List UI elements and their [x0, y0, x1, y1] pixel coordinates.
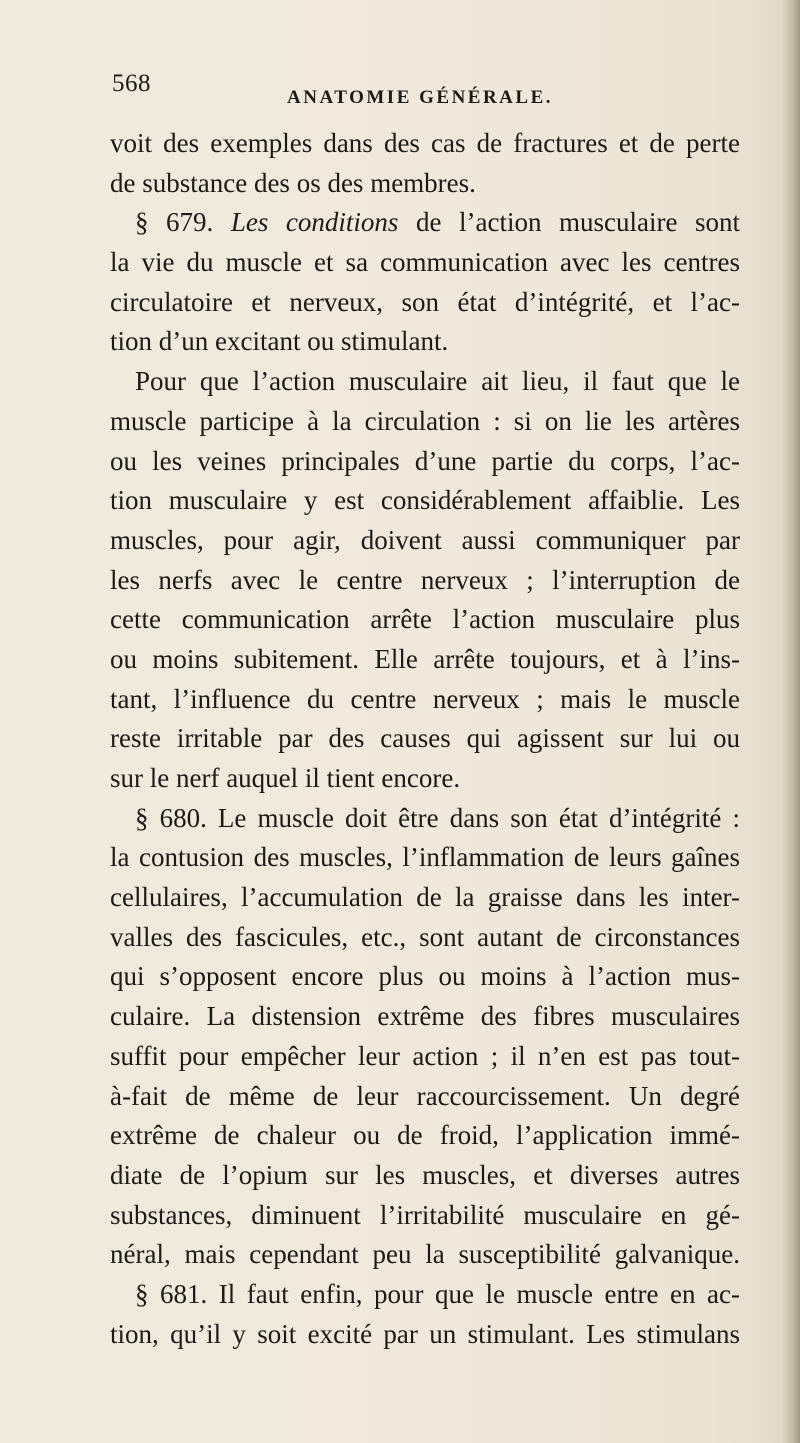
text-line: tant, l’influence du centre nerveux ; mais le muscle	[110, 683, 740, 714]
text-line: § 680. Le muscle doit être dans son état d’intégrité :	[135, 802, 740, 833]
page-number: 568	[112, 70, 151, 97]
text-line: tion d’un excitant ou stimulant.	[110, 326, 449, 357]
text-line: voit des exemples dans des cas de fractures et de perte	[110, 128, 740, 158]
text-line: culaire. La distension extrême des fibres musculaires	[110, 1001, 740, 1032]
text-line: § 681. Il faut enfin, pour que le muscle entre en ac-	[135, 1278, 740, 1309]
section-heading: Les conditions	[230, 207, 399, 238]
text-line: néral, mais cependant peu la susceptibilité galvanique.	[110, 1239, 740, 1270]
text-line: ou les veines principales d’une partie du corps, l’ac-	[110, 445, 740, 476]
text-line: tion musculaire y est considérablement affaiblie. Les	[110, 485, 740, 516]
text-fragment: de l’action musculaire sont	[415, 207, 740, 238]
page-edge-shadow	[782, 0, 800, 1443]
text-line: tion, qu’il y soit excité par un stimulant. Les stimulans	[110, 1318, 740, 1349]
text-line: sur le nerf auquel il tient encore.	[110, 763, 461, 793]
text-line: la contusion des muscles, l’inflammation de leurs gaînes	[110, 842, 740, 873]
text-line: de substance des os des membres.	[110, 167, 476, 198]
text-line: Pour que l’action musculaire ait lieu, il faut que le	[135, 366, 740, 397]
page-header	[0, 70, 800, 110]
text-line: muscle participe à la circulation : si on lie les artères	[110, 405, 740, 436]
text-line: substances, diminuent l’irritabilité musculaire en gé-	[110, 1199, 740, 1230]
text-line: diate de l’opium sur les muscles, et diverses autres	[110, 1159, 740, 1190]
text-line: les nerfs avec le centre nerveux ; l’interruption de	[110, 564, 740, 595]
text-line: ou moins subitement. Elle arrête toujours, et à l’ins-	[110, 643, 740, 674]
text-line: valles des fascicules, etc., sont autant de circonstances	[110, 921, 740, 952]
text-line: muscles, pour agir, doivent aussi communiquer par	[110, 524, 740, 555]
section-number: § 679.	[135, 207, 214, 238]
text-line: circulatoire et nerveux, son état d’intégrité, et l’ac-	[110, 286, 740, 317]
text-line: reste irritable par des causes qui agissent sur lui ou	[110, 723, 740, 754]
text-line: à-fait de même de leur raccourcissement. Un degré	[110, 1080, 740, 1111]
text-line: la vie du muscle et sa communication avec les centres	[110, 247, 740, 278]
running-head: ANATOMIE GÉNÉRALE.	[287, 87, 553, 108]
text-line: suffit pour empêcher leur action ; il n’en est pas tout-	[110, 1040, 740, 1071]
text-line: cette communication arrête l’action musculaire plus	[110, 604, 740, 635]
text-line: cellulaires, l’accumulation de la graisse dans les inter-	[110, 882, 740, 913]
body-text	[110, 124, 740, 1354]
text-line	[110, 203, 740, 243]
text-line: qui s’opposent encore plus ou moins à l’action mus-	[110, 961, 740, 992]
text-line: extrême de chaleur ou de froid, l’application immé-	[110, 1120, 740, 1151]
